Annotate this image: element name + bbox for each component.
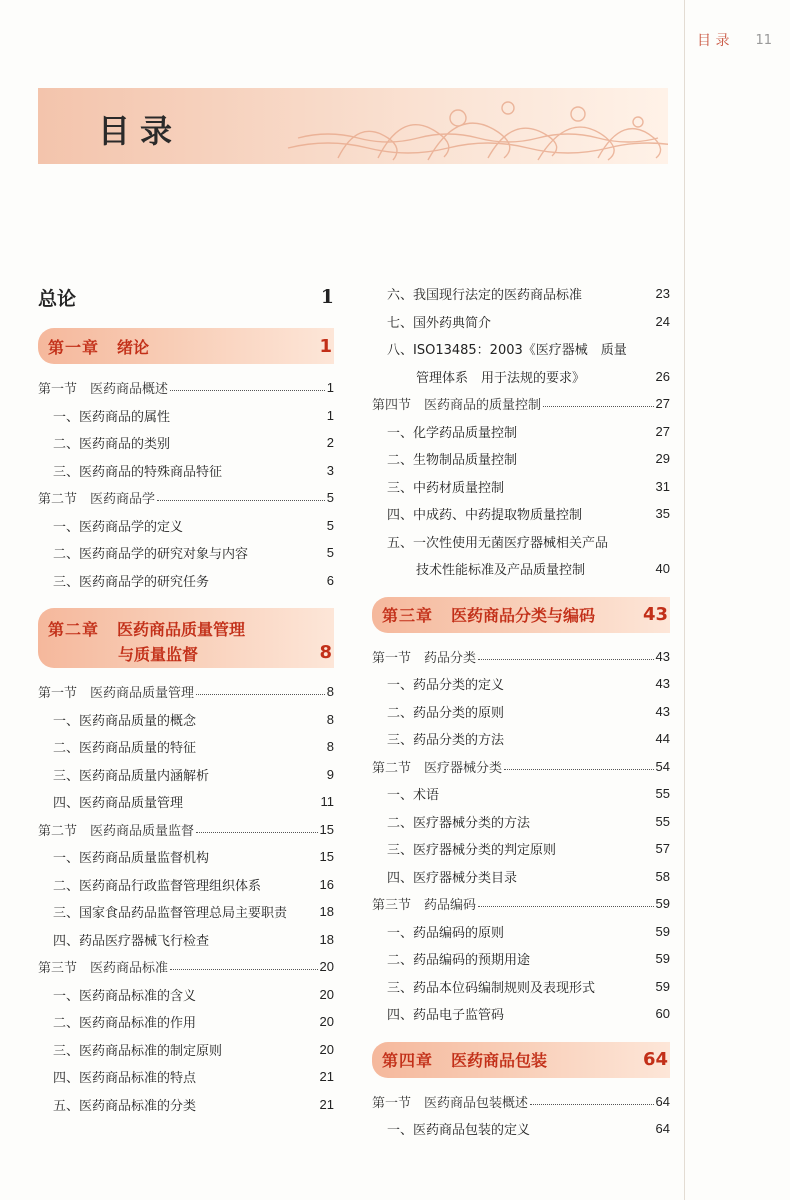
- entry-title: 五、一次性使用无菌医疗器械相关产品: [387, 535, 609, 551]
- entry-title: 三、药品本位码编制规则及表现形式: [387, 980, 596, 996]
- toc-item-entry[interactable]: [38, 1008, 334, 1036]
- chapter-title: 医药商品包装: [451, 1051, 548, 1070]
- entry-title: 二、医药商品标准的作用: [53, 1016, 197, 1032]
- toc-section-entry[interactable]: [372, 1088, 670, 1116]
- toc-section-entry[interactable]: [38, 953, 334, 981]
- toc-item-entry[interactable]: [38, 733, 334, 761]
- entry-page: 58: [655, 868, 670, 884]
- toc-item-entry[interactable]: [38, 926, 334, 954]
- toc-item-entry[interactable]: [372, 973, 670, 1001]
- dot-leader: [170, 969, 318, 970]
- dot-leader: [196, 832, 318, 833]
- toc-section-entry[interactable]: [372, 390, 670, 418]
- toc-section-entry[interactable]: [372, 643, 670, 671]
- chapter-page: 43: [642, 604, 668, 625]
- chapter-page: 8: [319, 642, 332, 663]
- entry-page: 18: [319, 931, 334, 947]
- entry-page: 15: [319, 849, 334, 865]
- entry-page: 43: [655, 703, 670, 719]
- entry-page: 1: [326, 380, 334, 396]
- toc-item-entry-continued[interactable]: [372, 363, 670, 391]
- toc-section-entry[interactable]: [372, 753, 670, 781]
- entry-page: 6: [326, 572, 334, 588]
- toc-item-entry[interactable]: [38, 871, 334, 899]
- entry-title: 第一节 医药商品质量管理: [38, 686, 195, 702]
- toc-item-entry[interactable]: [372, 698, 670, 726]
- dot-leader: [478, 659, 654, 660]
- entry-title: 一、医药商品标准的含义: [53, 988, 197, 1004]
- toc-item-entry[interactable]: [372, 670, 670, 698]
- entry-page: 15: [319, 821, 334, 837]
- entry-title: 八、ISO13485：2003《医疗器械 质量: [387, 343, 627, 359]
- running-header: [697, 30, 772, 50]
- toc-section-entry[interactable]: [38, 678, 334, 706]
- entry-title: 二、医药商品的类别: [53, 437, 171, 453]
- toc-item-entry[interactable]: [38, 402, 334, 430]
- toc-item-entry[interactable]: [38, 898, 334, 926]
- entry-title: 第四节 医药商品的质量控制: [372, 398, 542, 414]
- entry-title: 二、生物制品质量控制: [387, 453, 518, 469]
- entry-title: 七、国外药典简介: [387, 315, 492, 331]
- entry-title: 第一节 药品分类: [372, 650, 477, 666]
- entry-title: 三、医药商品学的研究任务: [53, 574, 210, 590]
- dot-leader: [543, 406, 654, 407]
- entry-page: 59: [655, 896, 670, 912]
- entry-page: 11: [320, 794, 334, 810]
- toc-item-entry[interactable]: [38, 539, 334, 567]
- entry-title: 二、药品分类的原则: [387, 705, 505, 721]
- entry-page: 20: [319, 959, 334, 975]
- toc-item-entry[interactable]: [372, 528, 670, 556]
- toc-item-entry[interactable]: [372, 918, 670, 946]
- chapter-page: 64: [642, 1049, 668, 1070]
- entry-page: 24: [655, 313, 670, 329]
- chapter-title-line1: 医药商品质量管理: [117, 620, 246, 639]
- toc-item-entry[interactable]: [372, 445, 670, 473]
- chapter-3-heading[interactable]: [372, 597, 670, 633]
- entry-page: 57: [655, 841, 670, 857]
- toc-item-entry[interactable]: [372, 335, 670, 363]
- entry-page: 43: [655, 676, 670, 692]
- entry-title: 一、医药商品的属性: [53, 409, 171, 425]
- entry-title: 三、医疗器械分类的判定原则: [387, 843, 557, 859]
- entry-page: 8: [326, 684, 334, 700]
- entry-title: 一、医药商品包装的定义: [387, 1123, 531, 1139]
- part-page: 1: [320, 286, 334, 308]
- entry-page: 29: [655, 451, 670, 467]
- toc-item-entry[interactable]: [38, 981, 334, 1009]
- chapter-title-line2: 与质量监督: [118, 645, 199, 664]
- toc-item-entry[interactable]: [372, 500, 670, 528]
- toc-banner: [38, 88, 668, 164]
- entry-page: 2: [326, 435, 334, 451]
- dot-leader: [504, 769, 654, 770]
- entry-page: 59: [655, 923, 670, 939]
- entry-title: 五、医药商品标准的分类: [53, 1098, 197, 1114]
- entry-title: 四、医疗器械分类目录: [387, 870, 518, 886]
- toc-item-entry[interactable]: [38, 788, 334, 816]
- toc-left-column: [38, 280, 334, 1118]
- entry-page: 23: [655, 286, 670, 302]
- page-number: 11: [755, 32, 772, 48]
- entry-page: 59: [655, 978, 670, 994]
- dot-leader: [170, 390, 325, 391]
- toc-item-entry[interactable]: [372, 1115, 670, 1143]
- toc-item-entry[interactable]: [372, 308, 670, 336]
- entry-page: 20: [319, 986, 334, 1002]
- chapter-number: 第二章: [48, 620, 100, 639]
- entry-page: 8: [326, 711, 334, 727]
- entry-title: 二、医疗器械分类的方法: [387, 815, 531, 831]
- entry-title: 第二节 医药商品学: [38, 492, 156, 508]
- entry-title: 二、医药商品学的研究对象与内容: [53, 547, 249, 563]
- entry-title: 一、化学药品质量控制: [387, 425, 518, 441]
- entry-page: 3: [326, 462, 334, 478]
- entry-page: 20: [319, 1041, 334, 1057]
- entry-title: 三、医药商品标准的制定原则: [53, 1043, 223, 1059]
- entry-title: 第二节 医疗器械分类: [372, 760, 503, 776]
- toc-item-entry[interactable]: [38, 429, 334, 457]
- entry-page: 31: [655, 478, 670, 494]
- entry-page: 1: [326, 407, 334, 423]
- entry-page: 54: [655, 758, 670, 774]
- toc-item-entry[interactable]: [38, 706, 334, 734]
- part-heading[interactable]: [38, 280, 334, 314]
- toc-section-entry[interactable]: [38, 816, 334, 844]
- toc-item-entry[interactable]: [372, 780, 670, 808]
- entry-title: 二、医药商品行政监督管理组织体系: [53, 878, 262, 894]
- entry-title: 四、药品医疗器械飞行检查: [53, 933, 210, 949]
- toc-item-entry-continued[interactable]: [372, 555, 670, 583]
- entry-page: 27: [655, 423, 670, 439]
- entry-title: 管理体系 用于法规的要求》: [416, 370, 586, 386]
- chapter-page: 1: [319, 335, 332, 357]
- dot-leader: [530, 1104, 654, 1105]
- entry-page: 5: [326, 517, 334, 533]
- running-header-title: 目 录: [697, 33, 730, 49]
- entry-title: 三、医药商品的特殊商品特征: [53, 464, 223, 480]
- entry-page: 5: [326, 490, 334, 506]
- entry-page: 21: [319, 1069, 334, 1085]
- toc-item-entry[interactable]: [372, 1000, 670, 1028]
- entry-page: 35: [655, 506, 670, 522]
- entry-title: 六、我国现行法定的医药商品标准: [387, 288, 583, 304]
- entry-title: 第一节 医药商品包装概述: [372, 1095, 529, 1111]
- entry-page: 8: [326, 739, 334, 755]
- toc-item-entry[interactable]: [372, 725, 670, 753]
- toc-item-entry[interactable]: [38, 1036, 334, 1064]
- toc-item-entry[interactable]: [38, 761, 334, 789]
- entry-page: 16: [319, 876, 334, 892]
- entry-page: 59: [655, 951, 670, 967]
- toc-item-entry[interactable]: [372, 945, 670, 973]
- entry-title: 一、药品编码的原则: [387, 925, 505, 941]
- entry-page: 44: [655, 731, 670, 747]
- dot-leader: [478, 906, 654, 907]
- entry-title: 技术性能标准及产品质量控制: [416, 563, 586, 579]
- margin-rule: [684, 0, 685, 1200]
- toc-section-entry[interactable]: [38, 484, 334, 512]
- entry-title: 三、中药材质量控制: [387, 480, 505, 496]
- entry-title: 一、医药商品质量的概念: [53, 713, 197, 729]
- entry-title: 一、药品分类的定义: [387, 678, 505, 694]
- toc-item-entry[interactable]: [38, 1063, 334, 1091]
- entry-page: 9: [326, 766, 334, 782]
- chapter-number: 第一章: [48, 337, 100, 357]
- entry-title: 四、医药商品标准的特点: [53, 1071, 197, 1087]
- entry-page: 55: [655, 813, 670, 829]
- chapter-number: 第四章: [382, 1051, 434, 1070]
- entry-title: 四、医药商品质量管理: [53, 796, 184, 812]
- entry-title: 三、医药商品质量内涵解析: [53, 768, 210, 784]
- toc-item-entry[interactable]: [372, 418, 670, 446]
- entry-title: 第二节 医药商品质量监督: [38, 823, 195, 839]
- toc-item-entry[interactable]: [38, 567, 334, 595]
- toc-item-entry[interactable]: [372, 280, 670, 308]
- toc-item-entry[interactable]: [38, 843, 334, 871]
- toc-title: 目录: [98, 112, 183, 150]
- entry-page: 64: [655, 1093, 670, 1109]
- entry-title: 二、医药商品质量的特征: [53, 741, 197, 757]
- toc-section-entry[interactable]: [38, 374, 334, 402]
- part-title: 总论: [38, 287, 77, 310]
- entry-page: 40: [655, 561, 670, 577]
- dot-leader: [157, 500, 325, 501]
- chapter-4-heading[interactable]: [372, 1042, 670, 1078]
- entry-title: 第三节 药品编码: [372, 898, 477, 914]
- toc-item-entry[interactable]: [38, 1091, 334, 1119]
- chapter-number: 第三章: [382, 606, 434, 625]
- chapter-title: 绪论: [117, 337, 150, 357]
- entry-title: 三、药品分类的方法: [387, 733, 505, 749]
- entry-page: 5: [326, 545, 334, 561]
- entry-page: 43: [655, 648, 670, 664]
- entry-title: 一、医药商品质量监督机构: [53, 851, 210, 867]
- chapter-title: 医药商品分类与编码: [451, 606, 596, 625]
- entry-page: 18: [319, 904, 334, 920]
- toc-item-entry[interactable]: [372, 473, 670, 501]
- entry-title: 一、术语: [387, 788, 440, 804]
- entry-title: 第三节 医药商品标准: [38, 961, 169, 977]
- entry-page: 64: [655, 1121, 670, 1137]
- entry-page: 21: [319, 1096, 334, 1112]
- toc-item-entry[interactable]: [38, 457, 334, 485]
- entry-page: 60: [655, 1006, 670, 1022]
- entry-title: 四、中成药、中药提取物质量控制: [387, 508, 583, 524]
- entry-title: 一、医药商品学的定义: [53, 519, 184, 535]
- toc-right-column: [372, 280, 670, 1143]
- entry-title: 第一节 医药商品概述: [38, 382, 169, 398]
- toc-item-entry[interactable]: [372, 863, 670, 891]
- entry-page: 26: [655, 368, 670, 384]
- toc-section-entry[interactable]: [372, 890, 670, 918]
- entry-page: 55: [655, 786, 670, 802]
- chapter-2-heading[interactable]: [38, 608, 334, 668]
- entry-title: 二、药品编码的预期用途: [387, 953, 531, 969]
- entry-page: 20: [319, 1014, 334, 1030]
- toc-item-entry[interactable]: [38, 512, 334, 540]
- chapter-1-heading[interactable]: [38, 328, 334, 364]
- dot-leader: [196, 694, 325, 695]
- toc-item-entry[interactable]: [372, 835, 670, 863]
- entry-page: 27: [655, 396, 670, 412]
- toc-item-entry[interactable]: [372, 808, 670, 836]
- entry-title: 四、药品电子监管码: [387, 1008, 505, 1024]
- entry-title: 三、国家食品药品监督管理总局主要职责: [53, 906, 288, 922]
